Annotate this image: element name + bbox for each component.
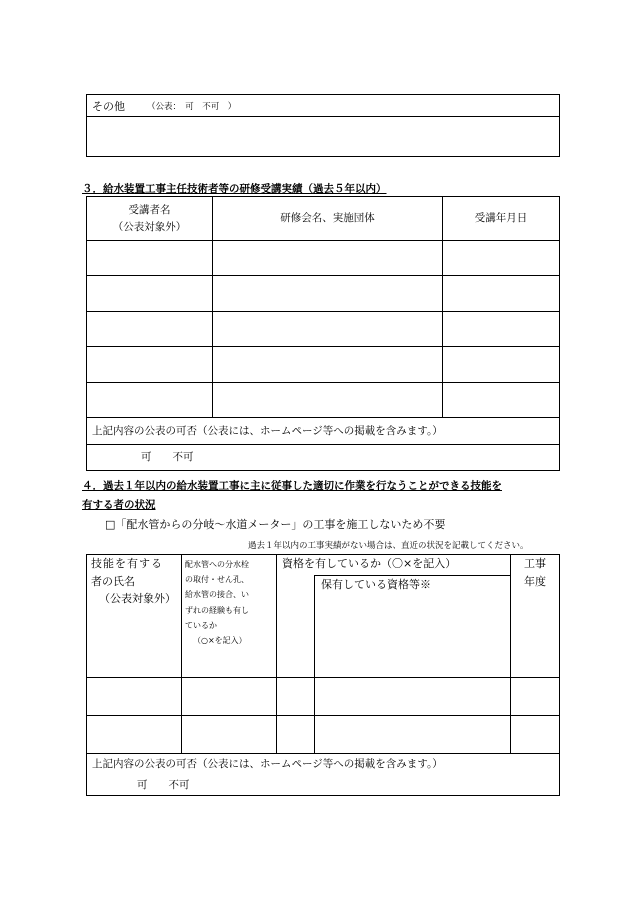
header-qualification-group: 資格を有しているか（〇×を記入） — [277, 555, 511, 576]
table-row — [87, 241, 560, 276]
section4-note: 過去１年以内の工事実績がない場合は、直近の状況を記載してください。 — [248, 541, 529, 551]
trainee-name-cell[interactable] — [87, 312, 213, 347]
seminar-cell[interactable] — [213, 312, 443, 347]
seminar-cell[interactable] — [213, 241, 443, 276]
section4-title: ４．過去１年以内の給水装置工事に主に従事した適切に作業を行なうことができる技能を 有する者の状況 — [82, 480, 502, 511]
trainee-name-cell[interactable] — [87, 241, 213, 276]
date-cell[interactable] — [443, 276, 560, 312]
skill-header-row-1 — [87, 555, 560, 576]
work-year-cell[interactable] — [511, 678, 560, 716]
table-row — [87, 312, 560, 347]
table-row — [87, 276, 560, 312]
publish-label: 上記内容の公表の可否（公表には、ホームページ等への掲載を含みます。） — [87, 754, 560, 776]
trainee-name-cell[interactable] — [87, 276, 213, 312]
table-row — [87, 347, 560, 383]
header-held-qualifications: 保有している資格等※ — [315, 576, 511, 678]
publish-row — [87, 754, 560, 776]
worker-name-cell[interactable] — [87, 678, 182, 716]
other-box — [86, 94, 560, 157]
seminar-cell[interactable] — [213, 347, 443, 383]
work-year-cell[interactable] — [511, 716, 560, 754]
training-table — [86, 196, 560, 471]
qualification-mark-header — [277, 576, 315, 678]
table-row — [87, 383, 560, 418]
training-header-row — [87, 197, 560, 241]
publish-options[interactable]: 可 不可 — [87, 445, 560, 471]
qualification-mark-cell[interactable] — [277, 716, 315, 754]
seminar-cell[interactable] — [213, 383, 443, 418]
other-header-row — [87, 95, 559, 117]
publish-options[interactable]: 可 不可 — [87, 776, 560, 796]
date-cell[interactable] — [443, 383, 560, 418]
publish-options-row — [87, 776, 560, 796]
trainee-name-cell[interactable] — [87, 347, 213, 383]
seminar-cell[interactable] — [213, 276, 443, 312]
publish-options-row — [87, 445, 560, 471]
qualification-cell[interactable] — [315, 716, 511, 754]
header-attendance-date: 受講年月日 — [443, 197, 560, 241]
header-worker-name: 技能を有する 者の氏名 （公表対象外） — [87, 555, 182, 678]
worker-name-cell[interactable] — [87, 716, 182, 754]
table-row — [87, 678, 560, 716]
qualification-mark-cell[interactable] — [277, 678, 315, 716]
date-cell[interactable] — [443, 347, 560, 383]
section3-title: ３．給水装置工事主任技術者等の研修受講実績（過去５年以内） — [82, 183, 387, 195]
date-cell[interactable] — [443, 241, 560, 276]
skilled-worker-table — [86, 554, 560, 796]
qualification-cell[interactable] — [315, 678, 511, 716]
table-row — [87, 716, 560, 754]
trainee-name-cell[interactable] — [87, 383, 213, 418]
publish-label: 上記内容の公表の可否（公表には、ホームページ等への掲載を含みます。） — [87, 418, 560, 445]
other-publish-note: （公表： 可 不可 ） — [147, 102, 237, 112]
experience-cell[interactable] — [182, 678, 277, 716]
header-experience: 配水管への分水栓 の取付・せん孔、 給水管の接合、い ずれの経験も有し ているか （○×を記入） — [182, 555, 277, 678]
publish-row — [87, 418, 560, 445]
experience-cell[interactable] — [182, 716, 277, 754]
other-label: その他 — [92, 100, 125, 113]
header-work-year: 工事 年度 — [511, 555, 560, 678]
header-seminar-name: 研修会名、実施団体 — [213, 197, 443, 241]
not-required-checkbox[interactable]: □「配水管からの分岐～水道メーター」の工事を施工しないため不要 — [105, 518, 446, 531]
header-trainee-name: 受講者名 （公表対象外） — [87, 197, 213, 241]
date-cell[interactable] — [443, 312, 560, 347]
